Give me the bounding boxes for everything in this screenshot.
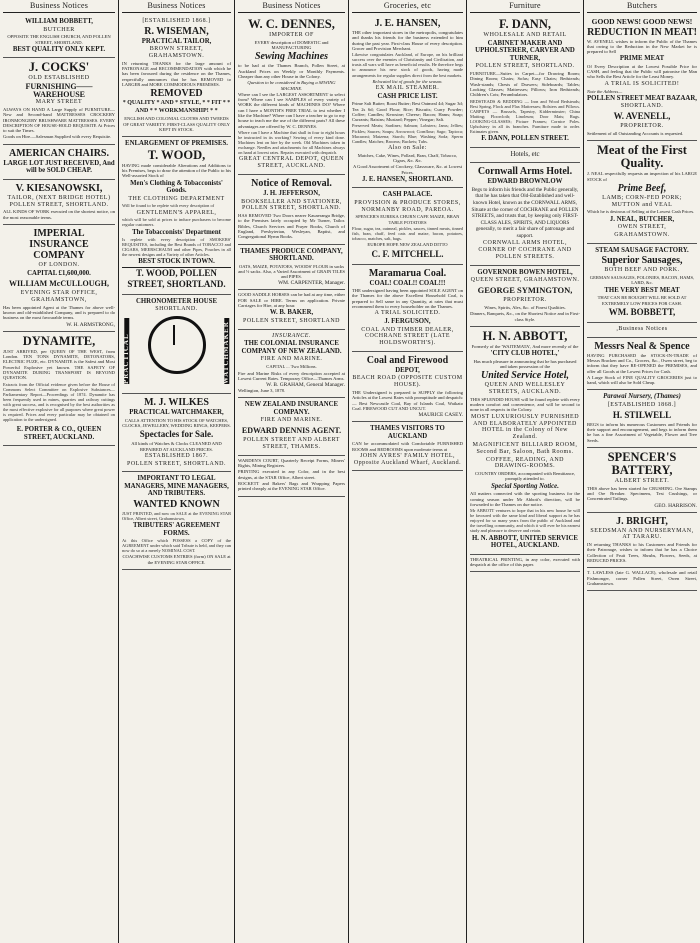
ad-body: T. LAWLESS (late G. WALLACE), wholesale and retail Fishmonger, corner Pollen Street, Owen Street, Grahamstown.: [587, 570, 697, 586]
address: OPPOSITE THE ENGLISH CHURCH, AND POLLEN STREET, SHORTLAND.: [7, 34, 111, 45]
column-1: [0, 0, 118, 943]
address: JOHN AYRES' FAMILY HOTEL, Opposite Auckland Wharf, Auckland.: [353, 452, 462, 466]
subheading: MOST LUXURIOUSLY FURNISHED AND ELABORATELY APPOINTED HOTEL in the Colony of New Zealand.: [470, 413, 580, 441]
ad-neal: [587, 141, 697, 244]
ad-body: to be had at the Thames Branch, Pollen Street, at Auckland Prices on Weekly or Monthly Payments. Cheaper than any other House in the Colony.: [238, 63, 345, 79]
ad-body: ALL KINDS OF WORK executed on the shortest notice, on the most reasonable terms.: [3, 209, 115, 220]
advertiser-name: WM. BOBBETT,: [608, 306, 676, 317]
ad-wood: ENLARGEMENT OF PREMISES. T. WOOD, HAVING made considerable Alterations and Additions to his Premises, begs to draw the attention of the Public to his Well-assorted Stock of Men's Clothing & Tobacconists' Goods. THE CLOTHING DEPARTMENT Will be found to be replete with every description of GENTLEMEN'S APPAREL, which will be sold at prices to induce purchasers to become regular customers. The Tobacconists' Department Is replete with every description of SMOKERS' REQUISITES, including the Best Brands of TOBACCO and CIGARS, MEERSCHAUM and other Pipes, Pouches in all the newest designs and a Variety of other Articles. BEST STOCK IN TOWN. T. WOOD, POLLEN STREET, SHORTLAND.: [122, 137, 231, 295]
advertiser-name: R. WISEMAN,: [144, 25, 209, 37]
column-6: [584, 0, 700, 943]
subheading: THE CLOTHING DEPARTMENT: [128, 195, 225, 202]
ad-body: OATS, MAIZE, POTATOES, WOODS' FLOUR in sacks and ½ sacks. Also, a Varied Assortment of GRAIN TILES and PIPES.: [238, 263, 345, 280]
subtitle: OLD ESTABLISHED: [28, 75, 90, 82]
signature: F. DANN, POLLEN STREET.: [481, 135, 569, 143]
address: POLLEN STREET AND ALBERT STREET, THAMES.: [243, 437, 340, 451]
subtitle: WHOLESALE AND RETAIL: [483, 32, 567, 38]
headline: THE COLONIAL INSURANCE COMPANY OF NEW ZEALAND.: [241, 340, 342, 355]
advertiser-name: H. STILWELL: [612, 409, 672, 420]
subheading: PROVISION & PRODUCE STORES, NORMANBY ROAD, PAREOA.: [354, 199, 461, 213]
ad-dynamite: DYNAMITE, JUST ARRIVED, per QUEEN OF THE WEST, from London. TEN TONS DYNAMITE, DETONATORS, ELECTRIC FUZE, etc. DYNAMITE is the Safest and Most Powerful Explosive yet known. THE SAFETY OF DYNAMITE DURING TRANSPORT IS BEYOND QUESTION. Extracts from the Official evidence given before the House of Commons Select Committee on Explosive Substances—Parliamentary Report—Proceedings of 1874. Dynamite has been frequently used in mines, quarries and railway cuttings with great success, and is recognised by the best authorities as the most effective explosive for all purposes where great power is required. Prices and every particular may be obtained on application to the undersigned. E. PORTER & CO., QUEEN STREET, AUCKLAND.: [3, 332, 115, 447]
address: COAL AND TIMBER DEALER, COCHRANE STREET (LATE HOLDSWORTH'S).: [361, 326, 454, 347]
ad-lawless: [587, 568, 697, 591]
ad-theatrical: [470, 555, 580, 573]
ad-wiseman: [122, 15, 231, 137]
ad-body: FURNITURE—Suites in Carpet—for Drawing Room; Dining Room; Chairs; Sofas; Easy Chairs; Bedsteads; Wash-stands; Chests of Drawers; Sideboards; Tables; Looking Glasses; Mattresses; Pillows; Iron Bedsteads; Children's Cots; Perambulators.: [470, 71, 580, 98]
headline: Coal and Firewood: [366, 354, 449, 366]
headline: REMOVED: [150, 88, 203, 100]
ad-body: JUST ARRIVED, per QUEEN OF THE WEST, from London. TEN TONS DYNAMITE, DETONATORS, ELECTRIC FUZE, etc. DYNAMITE is the Safest and Most Powerful Explosive yet known. THE SAFETY OF DYNAMITE DURING TRANSPORT IS BEYOND QUESTION.: [3, 348, 115, 381]
section-heading: Hotels, etc: [510, 150, 540, 158]
ad-body: IN returning THANKS for the large amount of PATRONAGE and RECOMMENDATION with which he has been favoured during the residence on the Thames, respectfully announces that he has REMOVED to LARGER and MORE COMMODIOUS PREMISES.: [122, 60, 231, 88]
ad-body: HAS REMOVED Two Doors nearer Kauaeranga Bridge, to the Premises lately occupied by Mr Turner, Tailor. Bibles, Church Services and Prayer Books, Church of England, Presbyterian, Wesleyan, Baptist, and Congregational Hymn Books.: [238, 213, 345, 240]
headline: IMPORTANT TO LEGAL MANAGERS, MINE MANAGERS, AND TRIBUTERS.: [124, 475, 229, 498]
column-3: [235, 0, 348, 943]
headline: Special Sporting Notice.: [491, 482, 559, 490]
subheading: COFFEE, READING, AND DRAWING-ROOMS.: [485, 456, 564, 470]
headline: FURNISHING——WAREHOUSE: [25, 82, 93, 99]
vertical-label: WATCHMAKER: [224, 318, 229, 384]
address: SHORTLAND.: [155, 306, 198, 313]
subheading: Question to be considered in Buying a SEWING MACHINE.: [247, 80, 336, 91]
ad-body: CALLS ATTENTION TO HIS STOCK OF WATCHES, CLOCKS, JEWELLERY, WEDDING RINGS, KEEPERS.: [122, 417, 231, 428]
column-header: Groceries, etc: [352, 0, 463, 13]
ad-baker: [238, 290, 345, 329]
ad-jefferson: [238, 175, 345, 245]
subheading: LAMB; CORN-FED PORK; MUTTON and VEAL: [602, 194, 682, 208]
headline: THAMES PRODUCE COMPANY, SHORTLAND.: [240, 247, 343, 263]
ad-imperial: [3, 225, 115, 332]
ad-body: WARDEN'S COURT, Quarterly Receipt Forms, Miners' Rights, Mining Registers.: [238, 457, 345, 469]
ad-body: THE other important stores in the metropolis, congratulates and thanks his friends for the business extended to him during the past year. First-class House of every description. Grocer and Provision Merchant.: [352, 30, 463, 51]
trade: PRACTICAL TAILOR,: [141, 37, 212, 45]
ad-visitors: [352, 422, 463, 471]
ad-body: Has much pleasure in announcing that he has purchased and taken possession of the: [473, 358, 577, 369]
headline: United Service Hotel,: [480, 370, 570, 382]
ad-spencers-battery: [587, 448, 697, 513]
subheading: Relocated list of goods for the season.: [372, 78, 443, 84]
agent-name: E. PORTER & CO., QUEEN STREET, AUCKLAND.: [16, 426, 102, 441]
ad-body: THE Undersigned is prepared to SUPPLY the following Articles at the Lowest Rates with promptitude and despatch:— Best Newcastle Coal, Bay of Islands Coal, Waikato Coal. FIREWOOD CUT AND UNCUT.: [352, 390, 463, 411]
signature: WM. CARPENTER, Manager.: [278, 280, 345, 287]
trade: BUTCHER: [43, 26, 75, 33]
subheading: FIRE AND MARINE.: [260, 356, 323, 363]
ad-hansen: J. E. HANSEN, THE other important stores in the metropolis, congratulates and thanks his friends for the business extended to him during the past year. First-class House of every description. Grocer and Provision Merchant. Likewise congratulates Auckland, of Europe, on his brilliant success over the enemies of Christianity and Civilisation, and trusts all wars will have as beneficial results. He therefore begs to announce his new stock of goods, having made arrangements for regular supplies direct from the best markets. Relocated list of goods for the season. EX MAIL STEAMER. CASH PRICE LIST. Prime Salt Butter; Roast Butter; Best Oatmeal 4d; Sugar 3d; Tea 2s 6d; Good Flour; Rice; Biscuits; Curry Powder; Coffee; Candles; Kerosine; Cheese; Bacon; Hams; Soap; Currants; Raisins; Mustard; Pepper; Vinegar; Salt. Preserved Meats; Sardines; Salmon; Lobsters; Jams; Jellies; Pickles; Sauces; Soups; Arrowroot; Cornflour; Sago; Tapioca; Macaroni; Maizena; Starch; Blue; Washing Soda; Sperm Candles; Matches; Brooms; Buckets; Tubs. Also on Sale: Matches, Cake, Wines, Pollard, Bran, Chaff, Tobacco, Cigars, &c. &c. A Good Assortment of Crockery, Glassware, &c. at Lowest Prices. J. E. HANSEN, SHORTLAND.: [352, 15, 463, 188]
headline: POLLEN STREET MEAT BAZAAR,: [587, 94, 697, 102]
ad-hotels-heading: [470, 148, 580, 164]
headline: Superior Sausages,: [601, 255, 683, 267]
signature: CORNWALL ARMS HOTEL, CORNER OF COCHRANE AND POLLEN STREETS.: [478, 240, 572, 261]
headline: TRIBUTERS' AGREEMENT FORMS.: [132, 522, 221, 537]
column-4: [349, 0, 466, 943]
advertiser-name: M. J. WILKES: [144, 397, 209, 409]
ad-body: THE undersigned having been appointed SOLE AGENT on the Thames for the above Excellent Household Coal, is prepared to Sell same in any Quantity, at rates that must recommend them to every householder on the Thames.: [352, 288, 463, 309]
address: QUEEN STREET, GRAHAMSTOWN.: [470, 277, 580, 284]
signature: GEO. HARRISON.: [654, 502, 697, 509]
address: QUEEN AND WELLESLEY STREETS, AUCKLAND.: [484, 382, 566, 396]
headline: IMPERIAL INSURANCE COMPANY: [29, 227, 89, 261]
subheading: MAGNIFICENT BILLIARD ROOM, Second Bar, Saloon, Bath Rooms.: [472, 441, 578, 455]
ad-body: All kinds of Watches & Clocks CLEANED AND REPAIRED AT AUCKLAND PRICES.: [131, 441, 222, 452]
headline: Parawai Nursery, (Thames): [603, 393, 681, 401]
ad-body: A Good Assortment of Crockery, Glassware, &c. at Lowest Prices.: [352, 164, 463, 175]
signature: MAURICE CASEY.: [418, 412, 463, 419]
ad-printing: [238, 456, 345, 497]
ad-dennes: W. C. DENNES, IMPORTER OF EVERY description of DOMESTIC and MANUFACTURING Sewing Machines to be had at the Thames Branch, Pollen Street, at Auckland Prices on Weekly or Monthly Payments. Cheaper than any other House in the Colony. Question to be considered in Buying a SEWING MACHINE. Where can I see the LARGEST ASSORTMENT to select from? Where can I see SAMPLES of every variety of WORK the different kinds of MACHINES DO? Where can I have a MONTH'S FREE TRIAL to test whether I like the Machine? Where can I have a teacher to go to my house to teach me the use of the different parts? All these advantages are offered by W. C. DENNES. Where can I have a Machine that shall in four to eight hours be instructed in its working? Sewing of every kind done. Machines lent on hire by the week. Old Machines taken in exchange. Needles and attachments for all Machines always on hand at lowest rates. Repairs executed with despatch. GREAT CENTRAL DEPOT, QUEEN STREET, AUCKLAND.: [238, 15, 345, 175]
headline: * QUALITY * AND * STYLE, * * FIT * * AND * * WORKMANSHIP! * *: [122, 100, 231, 114]
ad-wilkes: [122, 394, 231, 472]
advertiser-name: T. WOOD,: [147, 147, 206, 162]
subheading: A TRIAL IS SOLICITED!: [604, 80, 680, 87]
signature: W. B. GRAHAM, General Manager.: [266, 382, 345, 389]
ad-cornwall: [470, 163, 580, 266]
headline: Prime Beef,: [617, 182, 667, 194]
ad-body: GERMAN SAUSAGES, POLONIES, BACON, HAMS, LARD, &c.: [589, 275, 695, 286]
address: T. WOOD, POLLEN STREET, SHORTLAND.: [122, 267, 231, 290]
ad-body: SPENCER'S EUREKA CHURN CAFE MAIZE, BRAN TABLE POTATOES: [355, 214, 460, 225]
subheading: 'CITY CLUB HOTEL,': [490, 350, 560, 358]
address: SHORTLAND.: [620, 103, 664, 110]
ad-body: All matters connected with the sporting business for the coming season under Mr Abbott's direction, will be forwarded to the Thames on due notice.: [470, 491, 580, 507]
address: POLLEN STREET, SHORTLAND: [242, 317, 341, 324]
ad-body: BEGS to inform his numerous Customers and Friends for their support and encouragement, and begs to inform them he has a fine Assortment of Vegetable, Flower and Tree Seeds.: [587, 421, 697, 443]
headline: SPENCER'S BATTERY,: [607, 449, 677, 477]
ad-body: Settlement of all Outstanding Accounts is requested.: [587, 130, 684, 136]
trade: BOOKSELLER AND STATIONER, POLLEN STREET, SHORTLAND.: [241, 198, 342, 212]
ad-body: EVERY description of DOMESTIC and MANUFACTURING: [254, 39, 329, 51]
ad-body: Note the Address—: [587, 88, 623, 94]
advertiser-name: F. DANN,: [499, 17, 551, 31]
ad-body: THEATRICAL PRINTING, in any color, executed with despatch at the office of this paper.: [470, 556, 580, 567]
headline: Notice of Removal.: [251, 178, 332, 190]
headline: CASH PRICE LIST.: [377, 92, 438, 100]
headline: DEPOT,: [395, 366, 420, 374]
price-list: Prime Salt Butter; Roast Butter; Best Oatmeal 4d; Sugar 3d; Tea 2s 6d; Good Flour; Rice; Biscuits; Curry Powder; Coffee; Candles; Kerosine; Cheese; Bacon; Hams; Soap; Currants; Raisins; Mustard; Pepper; Vinegar; Salt.: [352, 101, 463, 123]
column-5: [467, 0, 583, 943]
ad-body: GOOD SADDLE HORSES can be had at any time, either FOR SALE or HIRE. Terms on application. Private Carriages for Hire, at any hour.: [238, 292, 345, 309]
address: BROWN STREET, GRAHAMSTOWN.: [148, 46, 205, 60]
advertiser-name: J. COCKS': [28, 60, 90, 75]
ad-dann: F. DANN, WHOLESALE AND RETAIL CABINET MAKER AND UPHOLSTERER, CARVER AND TURNER, POLLEN STREET, SHORTLAND. FURNITURE—Suites in Carpet—for Drawing Room; Dining Room; Chairs; Sofas; Easy Chairs; Bedsteads; Wash-stands; Chests of Drawers; Sideboards; Tables; Looking Glasses; Mattresses; Pillows; Iron Bedsteads; Children's Cots; Perambulators. BEDSTEADS & BEDDING — Iron and Wood Bedsteads; Best Spring, Flock and Flax Mattresses; Bolsters and Pillows. CARPETS — Brussels, Tapestry, Kidderminster; China Matting; Floorcloth; Linoleum; Door Mats; Rugs. LOOKING-GLASSES; Picture Frames; Cornice Poles. Upholstery in all its branches. Furniture made to order. Estimates given. F. DANN, POLLEN STREET.: [470, 15, 580, 148]
advertiser-name: WILLIAM BOBBETT,: [25, 18, 93, 25]
signature: C. F. MITCHELL.: [371, 248, 444, 259]
column-header: Butchers: [587, 0, 697, 13]
trade: CABINET MAKER AND UPHOLSTERER, CARVER AND TURNER,: [475, 39, 575, 62]
ad-body: Has been appointed Agent at the Thames for above well-known and old-established Company, and is prepared to do business on the most favourable terms.: [3, 304, 115, 321]
ad-thames-produce: [238, 245, 345, 291]
ad-body: EUROPE HOPE NEW ZEALAND DITTO: [367, 242, 448, 248]
column-2: [119, 0, 234, 943]
established: ESTABLISHED 1867.: [144, 452, 209, 459]
ad-maramarua: [352, 265, 463, 352]
advertiser-name: J. E. HANSEN,: [374, 18, 441, 29]
ad-cash-palace: CASH PALACE. PROVISION & PRODUCE STORES, NORMANBY ROAD, PAREOA. SPENCER'S EUREKA CHURN CAFE MAIZE, BRAN TABLE POTATOES Flour, sugar, tea, oatmeal, pickles, sauces, tinned meats, tinned fish, bran, chaff, feed oats and maize, bacon, potatoes, tobacco, matches, salt, bags. EUROPE HOPE NEW ZEALAND DITTO C. F. MITCHELL.: [352, 188, 463, 264]
ad-chronometer: [122, 295, 231, 394]
subheading: The Tobacconists' Department: [132, 228, 221, 236]
ad-sausage: [587, 244, 697, 323]
headline: STEAM SAUSAGE FACTORY.: [595, 246, 689, 254]
ad-body: ALWAYS ON HAND A Large Supply of FURNITURE—New and Second-hand MATTRESSES CROCKERY IRONMONGERY BRUSHWARE MATTRESSES. EVERY DESCRIPTION OF HOUSE-HOLD REQUISITE At Prices to suit the Times.: [3, 106, 115, 134]
ad-body: PRINTING executed in any Color, and in the best designs, at the STAR Office, Albert street.: [238, 469, 345, 480]
ad-cocks: [3, 58, 115, 144]
ad-body: Of Every Description at the Lowest Possible Price for CASH, and feeling that the Public will patronise the Man who Sells the Best Article for the Least Money.: [587, 63, 697, 80]
subtitle: PROPRIETOR.: [503, 297, 547, 304]
subtitle: PROPRIETOR.: [620, 123, 664, 130]
subheading: FIRE AND MARINE.: [260, 417, 323, 424]
advertiser-name: J. NEAL, BUTCHER,: [609, 215, 675, 223]
ad-body: THAT CAN BE BOUGHT WILL BE SOLD AT EXTREMELY LOW PRICES FOR CASH.: [597, 295, 687, 306]
advertiser-name: W. C. DENNES,: [248, 17, 335, 31]
ad-body: ROCKETT and Bakers' Bags and Wrapping Papers printed cheaply at the EVENING STAR Office.: [238, 481, 345, 492]
ad-body: HAVING PURCHASED the STOCK-IN-TRADE of Messrs Bracken and Co., Grocers, &c., Owen street, beg to inform that they have RE-OPENED the PREMISES, and offer all Goods at the Lowest Prices for Cash.: [587, 352, 697, 374]
ad-american-chairs: [3, 145, 115, 180]
headline: DYNAMITE,: [22, 333, 96, 348]
address: EVENING STAR OFFICE, GRAHAMSTOWN,: [20, 290, 98, 304]
advertiser-name: J. H. JEFFERSON,: [263, 190, 320, 198]
signature: H. N. ABBOTT, UNITED SERVICE HOTEL, AUCKLAND.: [472, 534, 578, 550]
ad-body: J. NEAL respectfully requests an inspection of his LARGE STOCK of: [587, 171, 697, 182]
address: POLLEN STREET, SHORTLAND.: [126, 460, 227, 467]
headline: GOOD NEWS! GOOD NEWS!: [591, 17, 693, 26]
headline: Men's Clothing & Tobacconists' Goods.: [130, 179, 223, 195]
advertiser-name: J. FERGUSON,: [384, 318, 431, 326]
column-header: Furniture: [470, 0, 580, 13]
address: GRAHAMSTOWN.: [614, 232, 670, 239]
trade: PRACTICAL WATCHMAKER,: [129, 409, 224, 417]
subheading: PRIME MEAT: [619, 55, 665, 63]
ad-abbott: H. N. ABBOTT, Formerly of the 'WAITEMATA', And more recently of the 'CITY CLUB HOTEL,' Has much pleasure in announcing that he has purchased and taken possession of the United Service Hotel, QUEEN AND WELLESLEY STREETS, AUCKLAND. THIS SPLENDID HOUSE will be found replete with every modern comfort and convenience, and will be second to none in all respects in the Colony. MOST LUXURIOUSLY FURNISHED AND ELABORATELY APPOINTED HOTEL in the Colony of New Zealand. MAGNIFICENT BILLIARD ROOM, Second Bar, Saloon, Bath Rooms. COFFEE, READING, AND DRAWING-ROOMS. COUNTRY ORDERS, accompanied with Remittance, promptly attended to. Special Sporting Notice. All matters connected with the sporting business for the coming season under Mr Abbott's direction, will be forwarded to the Thames on due notice. Mr ABBOTT ventures to hope that in his new house he will be favoured with the same kind and liberal support as he has enjoyed for so many years from the public of Auckland and the travelling community, and which it will ever be his earnest study and pleasure to deserve and retain. H. N. ABBOTT, UNITED SERVICE HOTEL, AUCKLAND.: [470, 327, 580, 555]
address: GREAT CENTRAL DEPOT, QUEEN STREET, AUCKLAND.: [239, 156, 344, 170]
headline: Sewing Machines: [254, 51, 329, 63]
capital: CAPITAL £1,600,000.: [27, 269, 91, 277]
headline: Messrs Neal & Spence: [594, 340, 690, 352]
advertiser-name: GEORGE SYMINGTON,: [477, 285, 573, 296]
subheading: GENTLEMEN'S APPAREL,: [136, 209, 217, 216]
headline: Maramarua Coal.: [368, 267, 447, 279]
advertiser-name: J. BRIGHT,: [616, 515, 668, 527]
headline: CASH PALACE.: [382, 191, 433, 199]
advertiser-name: W. B. BAKER,: [269, 309, 314, 317]
street: MARY STREET: [35, 99, 83, 106]
section-heading: INSURANCE.: [272, 332, 311, 339]
ad-body: Begs to inform his friends and the Public generally, that he has taken that Old-Established and well-known Hotel, known as the CORNWALL ARMS, Situate at the corner of COCHRANE and POLLEN STREETS, and trusts that, by keeping only FIRST-CLASS ALES, SPIRITS, AND LIQUORS generally, to merit a fair share of patronage and support.: [471, 186, 579, 239]
ad-avenell: [587, 15, 697, 141]
address: OWEN STREET,: [617, 224, 667, 231]
ad-body: Where can I see the LARGEST ASSORTMENT to select from? Where can I see SAMPLES of every variety of WORK the different kinds of MACHINES DO? Where can I have a MONTH'S FREE TRIAL to test whether I like the Machine? Where can I have a teacher to go to my house to teach me the use of the different parts? All these advantages are offered by W. C. DENNES.: [238, 91, 345, 129]
headline: Spectacles for Sale.: [139, 429, 214, 440]
ad-body: Formerly of the 'WAITEMATA', And more recently of the: [471, 343, 579, 349]
column-header: Business Notices: [3, 0, 115, 13]
advertiser-name: EDWARD BROWNLOW: [487, 178, 563, 186]
trade: SEEDSMAN AND NURSERYMAN, AT TARARU.: [590, 527, 694, 541]
subheading: EX MAIL STEAMER.: [375, 84, 440, 91]
ad-neal-spence: [587, 338, 697, 391]
section-heading: ,Business Notices: [616, 325, 668, 332]
ad-body: COUNTRY ORDERS, accompanied with Remittance, promptly attended to.: [474, 471, 576, 482]
ad-body: THIS SPLENDID HOUSE will be found replete with every modern comfort and convenience, and will be second to none in all respects in the Colony.: [470, 396, 580, 413]
ad-governor: [470, 266, 580, 327]
ad-coal-firewood: [352, 352, 463, 422]
agent-name: EDWARD DENNIS AGENT.: [241, 426, 342, 436]
established: [ESTABLISHED 1868.]: [607, 401, 677, 408]
trade: IMPORTER OF: [269, 32, 314, 38]
ad-body: Goods on Hire.—Salesman Supplied with every Requisite.: [3, 134, 112, 140]
capital: CAPITAL ... Two Millions.: [266, 364, 317, 370]
ad-body: Dinners, Banquets, &c., on the Shortest Notice and in First-class Style.: [470, 311, 580, 322]
dateline: Wellington, June 3, 1878.: [238, 388, 286, 394]
ad-body: CAN be accommodated with Comfortable FURNISHED ROOMS and BEDROOMS upon moderate terms at: [352, 441, 463, 452]
headline: Meat of the First Quality.: [597, 143, 687, 171]
address: BEACH ROAD (OPPOSITE CUSTOM HOUSE).: [352, 375, 463, 389]
ad-bright: [587, 513, 697, 569]
advertiser-name: H. N. ABBOTT,: [482, 328, 568, 343]
ad-nz-insurance: [238, 398, 345, 455]
column-header: Business Notices: [122, 0, 231, 13]
headline: REDUCTION IN MEAT!: [587, 26, 697, 38]
signature: J. E. HANSEN, SHORTLAND.: [362, 175, 453, 183]
ad-body: Fire and Marine Risks of every description accepted at Lowest Current Rates. Temporary Office—Thames Arms.: [238, 370, 345, 381]
headline: WANTED KNOWN: [133, 498, 220, 510]
ad-body: A Large Stock of FINE QUALITY GROCERIES just to hand, which will also be Sold Cheap.: [587, 374, 697, 386]
ad-body: ENGLISH AND COLONIAL CLOTHS AND TWEEDS OF GREAT VARIETY. FIRST-CLASS QUALITY ONLY KEPT IN STOCK.: [123, 116, 230, 132]
headline: NEW ZEALAND INSURANCE COMPANY.: [244, 401, 339, 416]
headline: THE VERY BEST MEAT: [604, 286, 680, 294]
subheading: BOTH BEEF AND PORK.: [604, 267, 680, 274]
ad-body: HAVING made considerable Alterations and Additions to his Premises, begs to draw the attention of the Public to his Well-assorted Stock of: [122, 162, 231, 179]
headline: COAL! COAL!! COAL!!!: [369, 279, 446, 287]
headline: Cornwall Arms Hotel.: [477, 166, 573, 178]
headline: THAMES VISITORS TO AUCKLAND: [370, 425, 445, 440]
subheading: A TRIAL SOLICITED.: [374, 310, 441, 317]
subheading: Also on Sale:: [388, 144, 427, 151]
ad-business-heading: [587, 323, 697, 338]
subtitle: OF LONDON.: [38, 261, 80, 268]
ad-body: Which he is desirous of Selling at the Lowest Cash Prices.: [587, 209, 695, 215]
headline: GOVERNOR BOWEN HOTEL,: [477, 268, 573, 276]
ad-bobbett: [3, 15, 115, 58]
ad-body: W. AVENELL wishes to inform the Public of the Thames that owing to the Reduction in the New Market he is prepared to Sell: [587, 38, 697, 55]
ad-body: THIS above has been started for CRUSHING. Ore Stamps and Ore Breaker. Specimens, Test Crushings, or Concentrated Tailings.: [587, 485, 697, 502]
address: TAILOR, (NEXT BRIDGE HOTEL) POLLEN STREET, SHORTLAND.: [7, 194, 111, 208]
ad-body: LARGE LOT JUST RECEIVED, And will be SOLD CHEAP.: [3, 159, 115, 175]
column-header: Business Notices: [238, 0, 345, 13]
address: POLLEN STREET, SHORTLAND.: [475, 63, 575, 70]
ad-nursery: [587, 390, 697, 447]
advertiser-name: W. AVENELL,: [613, 111, 671, 122]
ad-body: Matches, Cake, Wines, Pollard, Bran, Chaff, Tobacco, Cigars, &c. &c.: [357, 152, 458, 163]
established: [ESTABLISHED 1868.]: [142, 18, 211, 24]
agent-name: WILLIAM McCULLOUGH,: [9, 279, 109, 289]
watch-icon: [148, 316, 206, 374]
headline: ENLARGEMENT OF PREMISES.: [125, 140, 228, 148]
tagline: BEST QUALITY ONLY KEPT.: [12, 45, 106, 53]
headline: AMERICAN CHAIRS.: [8, 147, 109, 159]
ad-body: COACHWISE CUSTOMS ENTRIES (form) ON SALE at the EVENING STAR OFFICE.: [122, 554, 231, 565]
ad-kiesanowski: [3, 180, 115, 225]
signature: W. H. ARMSTRONG,: [66, 321, 115, 328]
ad-body: IN returning THANKS to his Customers and Friends for their Patronage, wishes to inform that he has a Choice Collection of Fruit Trees, Shrubs, Flowers, Seeds, at REDUCED PRICES.: [587, 542, 697, 564]
address: ALBERT STREET.: [614, 477, 670, 484]
ad-colonial-insurance: [238, 330, 345, 399]
advertiser-name: V. KIESANOWSKI,: [15, 182, 103, 194]
ad-body: Wines, Spirits, Ales, &c. of Finest Qualities.: [484, 304, 566, 310]
headline: CHRONOMETER HOUSE: [135, 297, 217, 305]
headline: BEST STOCK IN TOWN.: [138, 258, 215, 266]
vertical-label: PRACTICAL: [124, 318, 129, 384]
ad-forms: IMPORTANT TO LEGAL MANAGERS, MINE MANAGERS, AND TRIBUTERS. WANTED KNOWN JUST PRINTED, and now on SALE at the EVENING STAR Office, Albert street, Grahamstown, TRIBUTERS' AGREEMENT FORMS. At this Office which POSSESS a COPY of the AGREEMENT under which said Tribute is held, and they can now do so at a merely NOMINAL COST. COACHWISE CUSTOMS ENTRIES (form) ON SALE at the EVENING STAR OFFICE.: [122, 472, 231, 570]
